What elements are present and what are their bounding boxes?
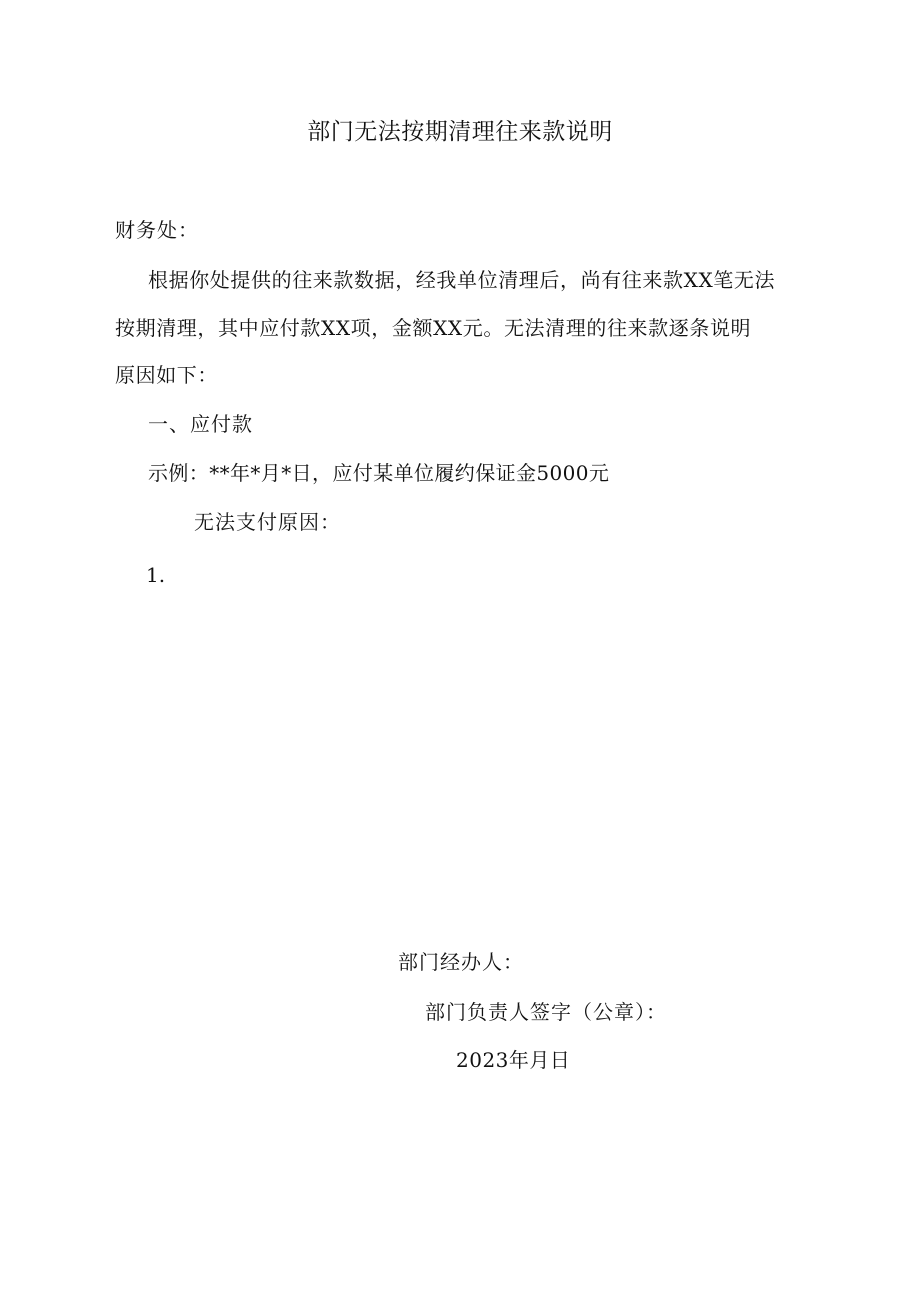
- reason-label: 无法支付原因：: [194, 510, 341, 534]
- signature-date: 2023年月日: [456, 1048, 571, 1072]
- document-title: 部门无法按期清理往来款说明: [307, 119, 613, 145]
- body-paragraph-line-3: 原因如下：: [115, 363, 218, 387]
- salutation: 财务处：: [115, 218, 199, 242]
- signature-handler: 部门经办人：: [398, 950, 524, 974]
- signature-leader: 部门负责人签字（公章）：: [425, 1000, 667, 1024]
- section-heading-payables: 一、应付款: [148, 412, 253, 436]
- example-line: 示例：**年*月*日，应付某单位履约保证金5000元: [148, 461, 610, 485]
- body-paragraph-line-1: 根据你处提供的往来款数据，经我单位清理后，尚有往来款XX笔无法: [148, 268, 776, 292]
- body-paragraph-line-2: 按期清理，其中应付款XX项，金额XX元。无法清理的往来款逐条说明: [115, 316, 752, 340]
- list-item-1: 1.: [146, 563, 166, 587]
